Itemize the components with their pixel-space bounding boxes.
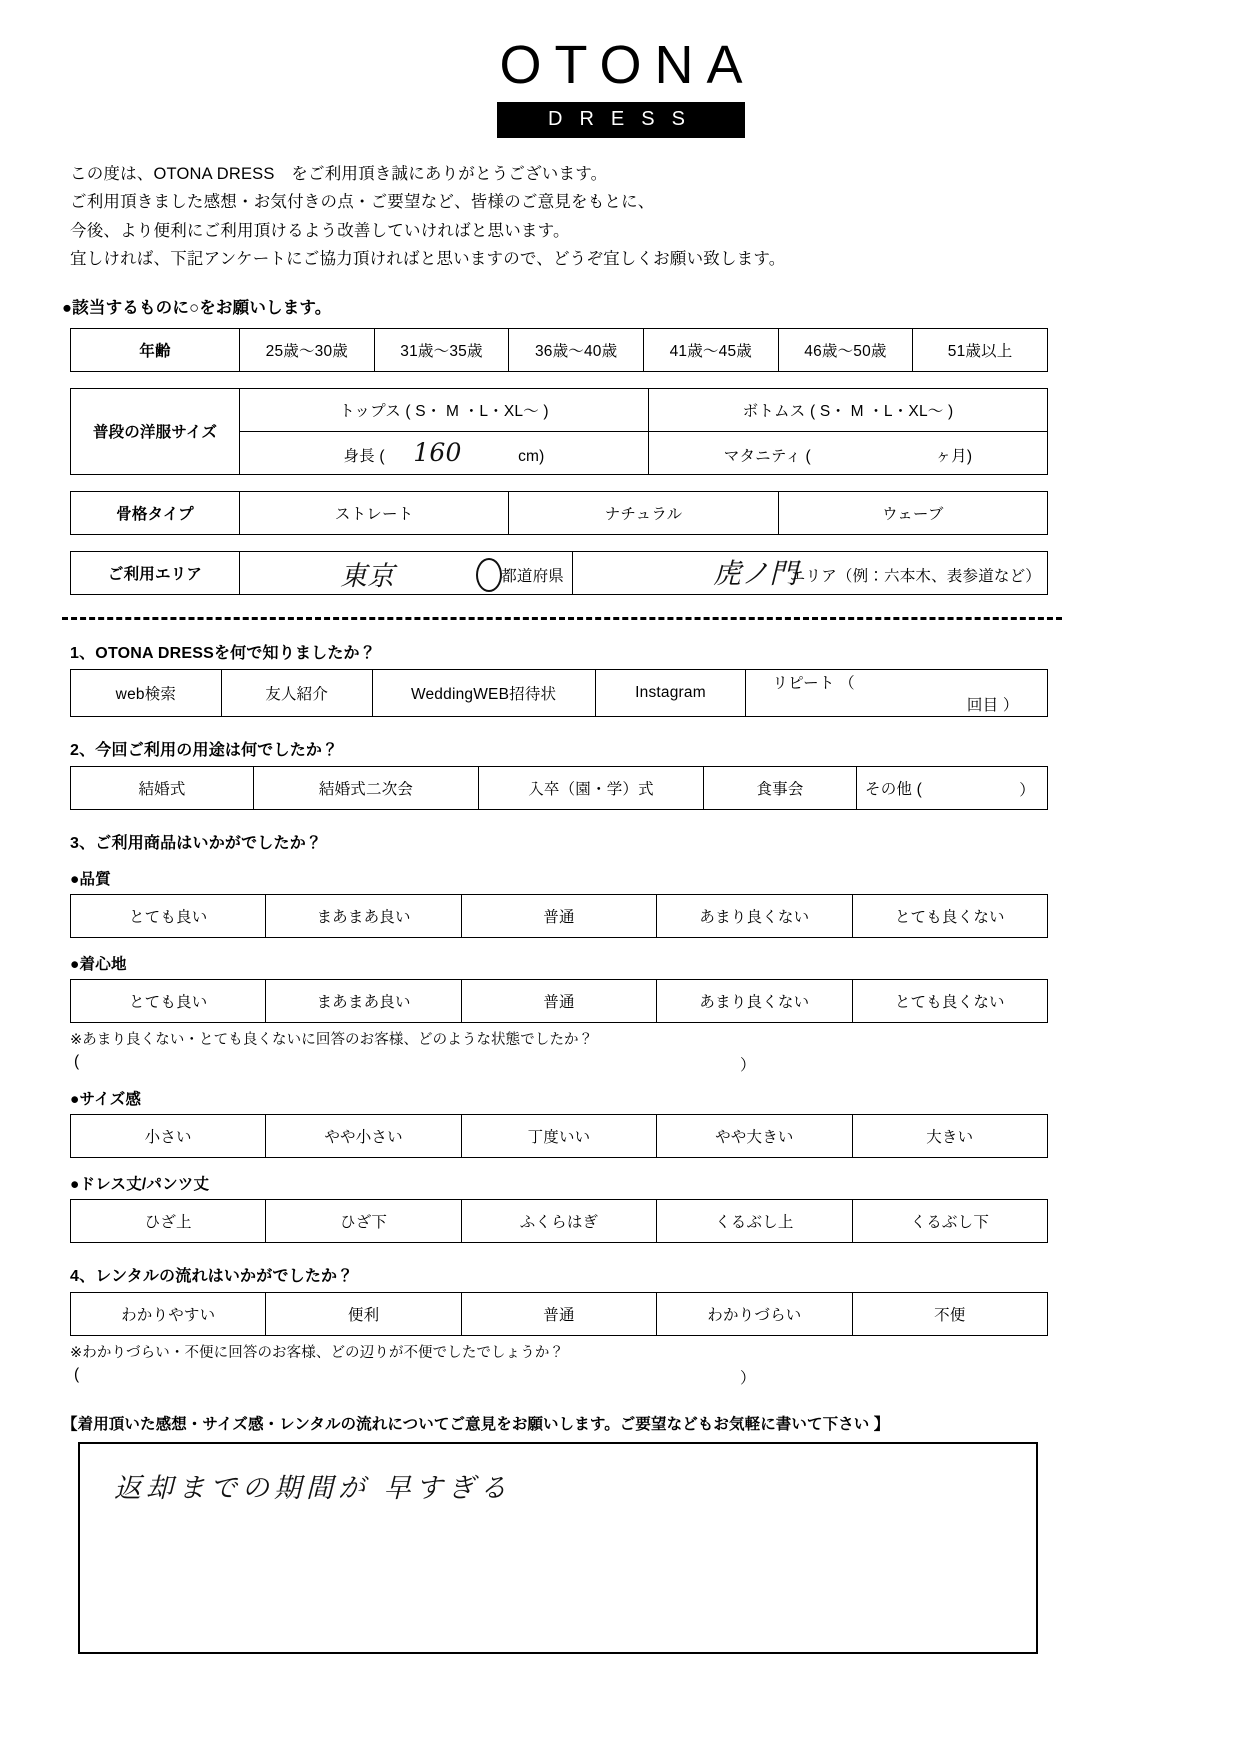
age-option-31-35[interactable]: 31歳～35歳 [374, 328, 509, 371]
q4-option-inconvenient[interactable]: 不便 [852, 1292, 1047, 1335]
intro-paragraph [70, 160, 1242, 274]
intro-line-1: この度は、OTONA DRESS をご利用頂き誠にありがとうございます。 [70, 165, 608, 183]
q3-quality-table [70, 894, 1048, 938]
age-option-46-50[interactable]: 46歳～50歳 [778, 328, 913, 371]
q3-quality-label: ●品質 [70, 870, 111, 888]
q4-option-easy-to-understand[interactable]: わかりやすい [71, 1292, 266, 1335]
brand-logo [0, 0, 1242, 138]
q3-comfort-label: ●着心地 [70, 955, 127, 973]
q3-comfort-close-paren: ） [740, 1056, 756, 1074]
prefecture-cell[interactable] [240, 551, 573, 594]
maternity-label: マタニティ ( [723, 448, 811, 465]
q4-option-hard-to-understand[interactable]: わかりづらい [657, 1292, 852, 1335]
q4-title: 4、レンタルの流れはいかがでしたか？ [70, 1267, 354, 1285]
q4-answer-line[interactable] [70, 1366, 1048, 1386]
age-table [70, 328, 1048, 372]
free-comment-box[interactable] [78, 1442, 1038, 1654]
q3-length-table [70, 1199, 1048, 1243]
intro-line-2: ご利用頂きました感想・お気付きの点・ご要望など、皆様のご意見をもとに、 [70, 193, 655, 212]
frame-option-natural[interactable]: ナチュラル [509, 491, 778, 534]
q1-title: 1、OTONA DRESSを何で知りましたか？ [70, 644, 376, 662]
free-comment-title: 【着用頂いた感想・サイズ感・レンタルの流れについてご意見をお願いします。ご要望などもお気軽に書いて下さい 】 [62, 1415, 890, 1433]
q4-option-convenient[interactable]: 便利 [266, 1292, 461, 1335]
q3-size-option-slightly-small[interactable]: やや小さい [266, 1114, 461, 1157]
age-option-41-45[interactable]: 41歳～45歳 [643, 328, 778, 371]
height-label: 身長 ( [343, 448, 385, 465]
q1-option-web-search[interactable]: web検索 [71, 669, 222, 716]
q3-length-option-above-ankle[interactable]: くるぶし上 [657, 1199, 852, 1242]
q3-comfort-note: ※あまり良くない・とても良くないに回答のお客様、どのような状態でしたか？ [70, 1031, 594, 1048]
q3-size-option-slightly-large[interactable]: やや大きい [657, 1114, 852, 1157]
frame-type-table [70, 491, 1048, 535]
q1-option-wedding-web[interactable]: WeddingWEB招待状 [372, 669, 595, 716]
q1-table [70, 669, 1048, 717]
area-hint-label: エリア（例：六本木、表参道など） [789, 567, 1041, 585]
q3-length-option-below-knee[interactable]: ひざ下 [266, 1199, 461, 1242]
q3-quality-option-very-bad[interactable]: とても良くない [852, 894, 1047, 937]
q2-title: 2、今回ご利用の用途は何でしたか？ [70, 741, 339, 759]
q3-length-option-above-knee[interactable]: ひざ上 [71, 1199, 266, 1242]
q2-other-suffix: ） [1019, 781, 1035, 799]
q3-size-option-small[interactable]: 小さい [71, 1114, 266, 1157]
q3-size-option-just-right[interactable]: 丁度いい [461, 1114, 656, 1157]
q3-title: 3、ご利用商品はいかがでしたか？ [70, 834, 323, 852]
q2-other-label: その他 ( [865, 780, 922, 798]
clothing-size-table [70, 388, 1048, 475]
q4-close-paren: ） [740, 1369, 756, 1387]
q1-repeat-suffix: 回目 ） [966, 696, 1019, 714]
section-divider [62, 617, 1062, 620]
intro-line-3: 今後、より便利にご利用頂けるよう改善していければと思います。 [70, 221, 570, 240]
q3-length-label: ●ドレス丈/パンツ丈 [70, 1175, 210, 1193]
q3-comfort-table [70, 979, 1048, 1023]
q2-option-after-party[interactable]: 結婚式二次会 [254, 766, 479, 809]
height-cell[interactable] [240, 431, 649, 474]
q1-option-instagram[interactable]: Instagram [595, 669, 746, 716]
prefecture-suffix-label: 都道府県 [501, 567, 564, 585]
tops-size-cell[interactable]: トップス ( S・ M ・L・XL～ ) [240, 388, 649, 431]
q3-comfort-option-fairly-good[interactable]: まあまあ良い [266, 979, 461, 1022]
clothing-size-row-label: 普段の洋服サイズ [71, 388, 240, 474]
height-unit: cm) [518, 448, 545, 465]
q3-size-table [70, 1114, 1048, 1158]
q3-quality-option-fairly-good[interactable]: まあまあ良い [266, 894, 461, 937]
q3-size-label: ●サイズ感 [70, 1090, 142, 1108]
handwritten-circle-prefecture [476, 558, 502, 592]
q1-option-friend-referral[interactable]: 友人紹介 [221, 669, 372, 716]
q3-comfort-option-very-bad[interactable]: とても良くない [852, 979, 1047, 1022]
free-comment-handwritten-text: 返却までの期間が 早すぎる [114, 1472, 512, 1504]
usage-area-row-label: ご利用エリア [71, 551, 240, 594]
usage-area-table [70, 551, 1048, 595]
frame-option-wave[interactable]: ウェーブ [778, 491, 1047, 534]
bottoms-size-cell[interactable]: ボトムス ( S・ M ・L・XL～ ) [649, 388, 1048, 431]
prefecture-handwritten-value: 東京 [340, 560, 395, 592]
area-handwritten-value: 虎ノ門 [713, 556, 798, 590]
frame-type-row-label: 骨格タイプ [71, 491, 240, 534]
q4-option-normal[interactable]: 普通 [461, 1292, 656, 1335]
q3-comfort-option-not-very-good[interactable]: あまり良くない [657, 979, 852, 1022]
logo-dress-bar: DRESS [497, 102, 745, 138]
q2-option-school-ceremony[interactable]: 入卒（園・学）式 [479, 766, 704, 809]
q2-table [70, 766, 1048, 810]
q2-option-meal[interactable]: 食事会 [704, 766, 857, 809]
q3-length-option-calf[interactable]: ふくらはぎ [461, 1199, 656, 1242]
q3-comfort-answer-line[interactable] [70, 1053, 1048, 1073]
frame-option-straight[interactable]: ストレート [240, 491, 509, 534]
q3-quality-option-normal[interactable]: 普通 [461, 894, 656, 937]
q3-comfort-open-paren: ( [74, 1052, 80, 1070]
q3-quality-option-not-very-good[interactable]: あまり良くない [657, 894, 852, 937]
age-option-25-30[interactable]: 25歳～30歳 [240, 328, 375, 371]
logo-otona-text: OTONA [499, 35, 756, 95]
age-row-label: 年齢 [71, 328, 240, 371]
q3-comfort-option-normal[interactable]: 普通 [461, 979, 656, 1022]
q4-open-paren: ( [74, 1365, 80, 1383]
intro-line-4: 宜しければ、下記アンケートにご協力頂ければと思いますので、どうぞ宜しくお願い致します。 [70, 250, 786, 269]
maternity-cell[interactable] [649, 431, 1048, 474]
maternity-unit: ヶ月) [935, 448, 973, 465]
q3-length-option-below-ankle[interactable]: くるぶし下 [852, 1199, 1047, 1242]
q2-option-other[interactable] [857, 766, 1048, 809]
age-option-51-plus[interactable]: 51歳以上 [913, 328, 1048, 371]
q4-note: ※わかりづらい・不便に回答のお客様、どの辺りが不便でしたでしょうか？ [70, 1344, 565, 1361]
instruction-line: ●該当するものに○をお願いします。 [62, 298, 332, 317]
age-option-36-40[interactable]: 36歳～40歳 [509, 328, 644, 371]
q1-option-repeat[interactable] [746, 669, 1048, 716]
q3-size-option-large[interactable]: 大きい [852, 1114, 1047, 1157]
q3-comfort-option-very-good[interactable]: とても良い [71, 979, 266, 1022]
height-value: 160 [413, 438, 462, 467]
area-cell[interactable] [573, 551, 1048, 594]
q3-quality-option-very-good[interactable]: とても良い [71, 894, 266, 937]
q2-option-wedding[interactable]: 結婚式 [71, 766, 254, 809]
q4-table [70, 1292, 1048, 1336]
q1-repeat-label: リピート （ [772, 674, 855, 692]
